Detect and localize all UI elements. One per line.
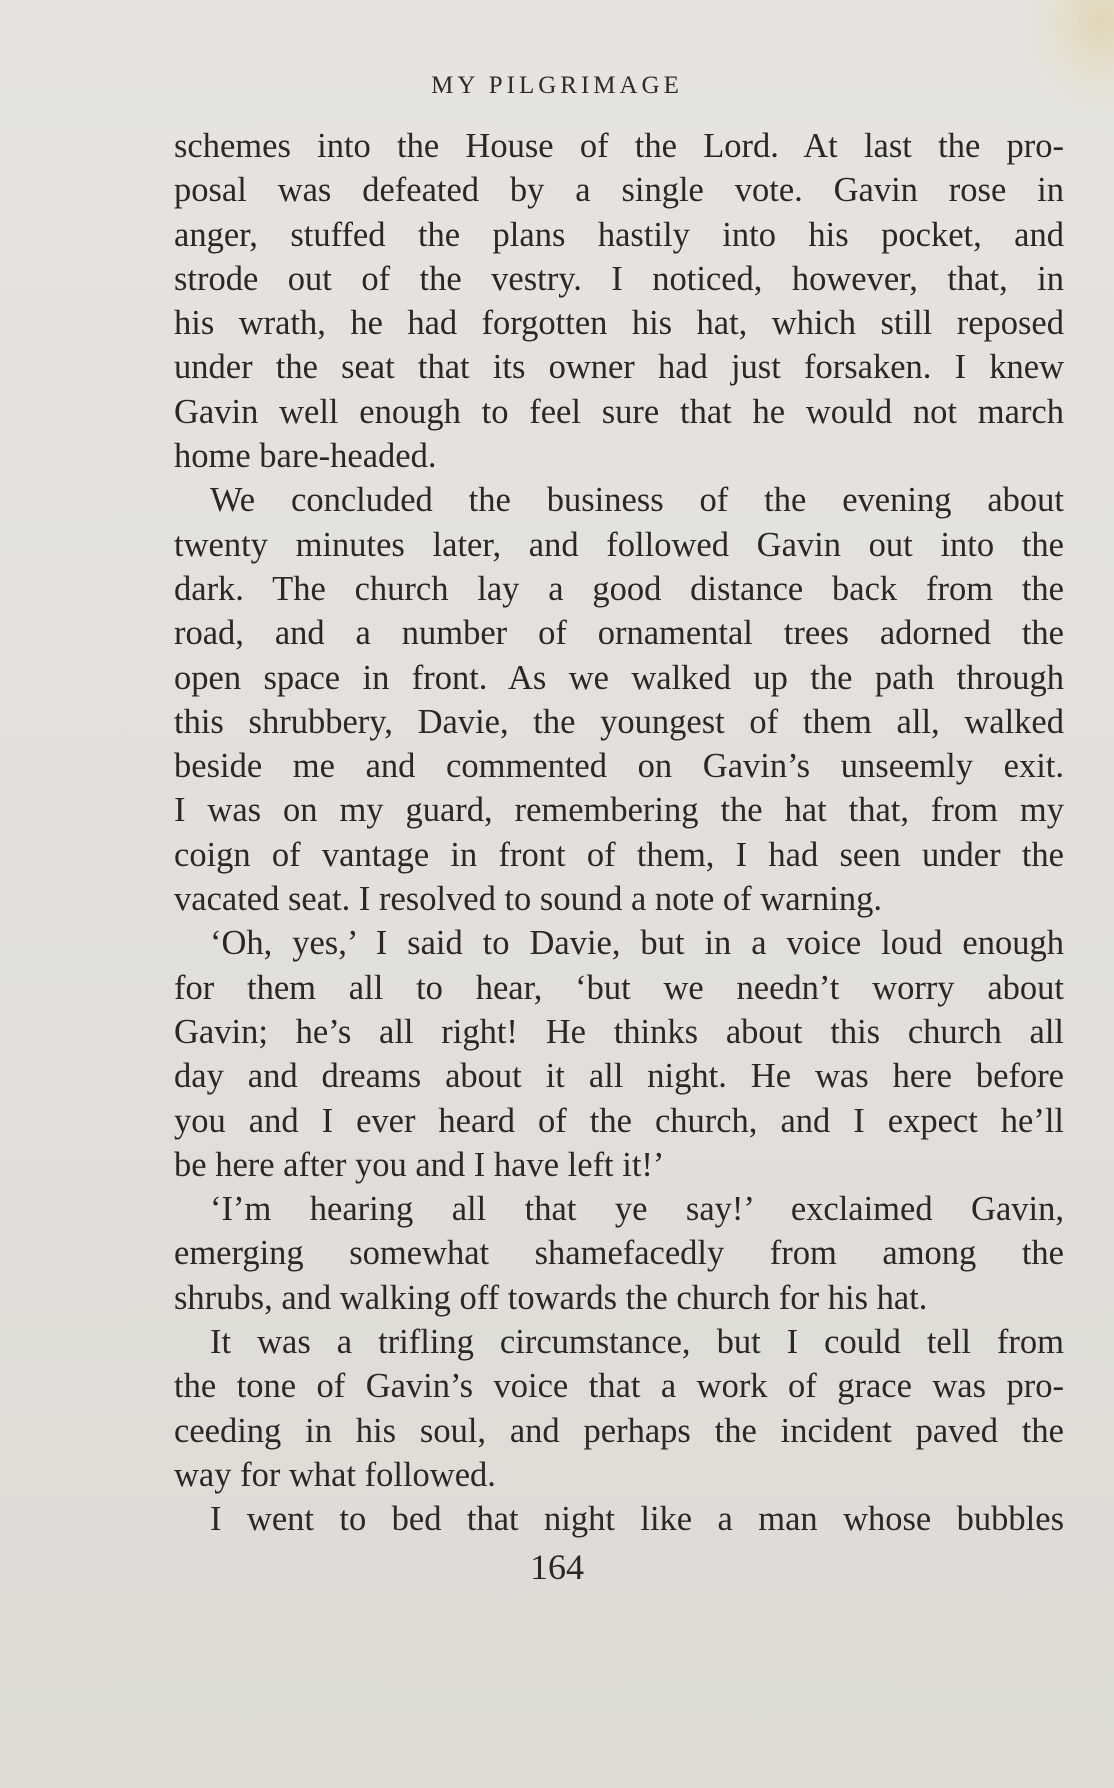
text-line: for them all to hear, ‘but we needn’t worry about bbox=[174, 968, 1064, 1007]
text-line: under the seat that its owner had just forsaken. I knew bbox=[174, 348, 1064, 387]
text-line: ‘I’m hearing all that ye say!’ exclaimed Gavin, bbox=[210, 1190, 1064, 1229]
text-line: open space in front. As we walked up the path through bbox=[174, 658, 1064, 697]
text-line: I was on my guard, remembering the hat that, from my bbox=[174, 791, 1064, 830]
text-line: ceeding in his soul, and perhaps the incident paved the bbox=[174, 1411, 1064, 1450]
text-line: you and I ever heard of the church, and I expect he’ll bbox=[174, 1101, 1064, 1140]
text-line: ‘Oh, yes,’ I said to Davie, but in a voice loud enough bbox=[210, 924, 1064, 963]
text-line: anger, stuffed the plans hastily into his pocket, and bbox=[174, 215, 1064, 254]
text-line: his wrath, he had forgotten his hat, which still reposed bbox=[174, 304, 1064, 343]
text-line: vacated seat. I resolved to sound a note of warning. bbox=[174, 880, 882, 919]
text-line: way for what followed. bbox=[174, 1455, 496, 1494]
text-line: I went to bed that night like a man whose bubbles bbox=[210, 1500, 1064, 1539]
text-line: It was a trifling circumstance, but I could tell from bbox=[210, 1323, 1064, 1362]
text-line: posal was defeated by a single vote. Gavin rose in bbox=[174, 171, 1064, 210]
text-line: road, and a number of ornamental trees adorned the bbox=[174, 614, 1064, 653]
text-line: twenty minutes later, and followed Gavin out into the bbox=[174, 525, 1064, 564]
body-text bbox=[174, 124, 1064, 1542]
text-line: the tone of Gavin’s voice that a work of grace was pro- bbox=[174, 1367, 1064, 1406]
text-line: Gavin well enough to feel sure that he would not march bbox=[174, 392, 1064, 431]
text-line: schemes into the House of the Lord. At last the pro- bbox=[174, 127, 1064, 165]
text-line: dark. The church lay a good distance back from the bbox=[174, 569, 1064, 608]
text-line: home bare-headed. bbox=[174, 437, 437, 476]
text-line: We concluded the business of the evening about bbox=[210, 481, 1064, 520]
text-line: coign of vantage in front of them, I had seen under the bbox=[174, 835, 1064, 874]
text-line: be here after you and I have left it!’ bbox=[174, 1145, 665, 1184]
text-line: day and dreams about it all night. He was here before bbox=[174, 1057, 1064, 1096]
text-line: strode out of the vestry. I noticed, however, that, in bbox=[174, 259, 1064, 298]
text-line: Gavin; he’s all right! He thinks about this church all bbox=[174, 1012, 1064, 1051]
text-line: emerging somewhat shamefacedly from among the bbox=[174, 1234, 1064, 1273]
page-number: 164 bbox=[530, 1547, 584, 1587]
text-line: beside me and commented on Gavin’s unseemly exit. bbox=[174, 747, 1064, 786]
text-line: this shrubbery, Davie, the youngest of them all, walked bbox=[174, 702, 1064, 741]
text-line: shrubs, and walking off towards the church for his hat. bbox=[174, 1278, 928, 1317]
running-head: MY PILGRIMAGE bbox=[431, 72, 683, 99]
